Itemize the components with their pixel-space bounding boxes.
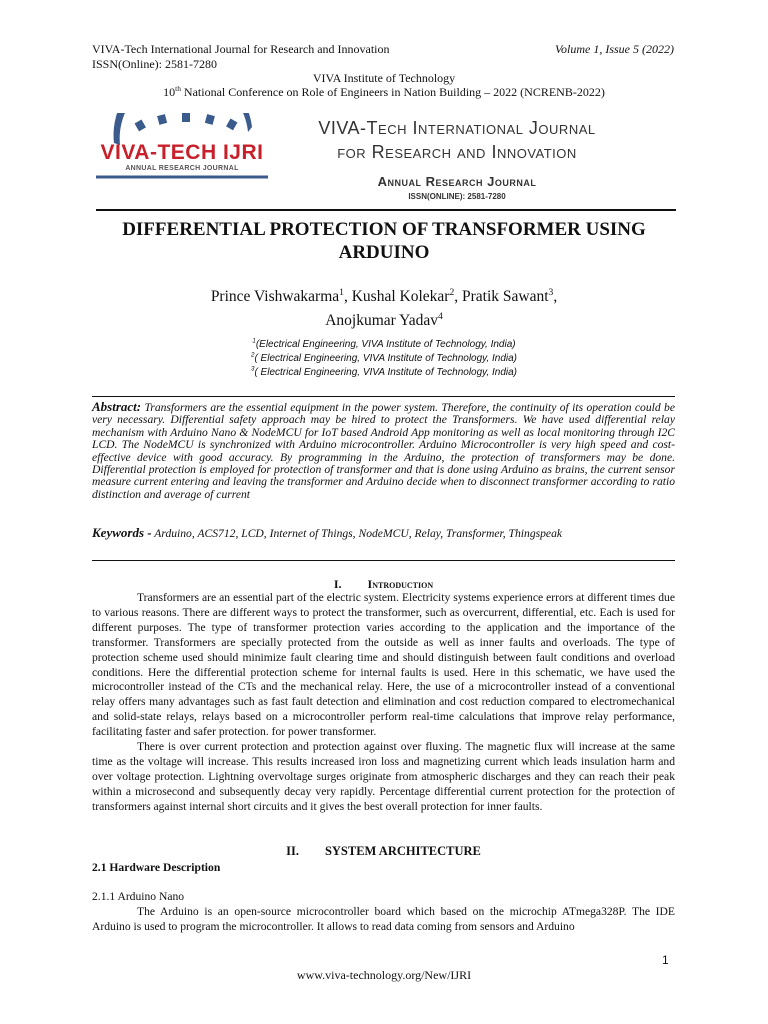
affiliation-sup: 2 [250, 351, 255, 359]
subsection-heading: 2.1 Hardware Description [92, 861, 221, 874]
conference-number: 10 [163, 85, 176, 99]
affiliation [60, 366, 708, 380]
keywords-label: Keywords - [92, 525, 152, 540]
paragraph: There is over current protection and protection against over fluxing. The magnetic flux will increase at the same time as the voltage will increase. This results increased iron loss and magnetizing current which leads insulation harm and over voltage protection. Lightning overvoltage surges originate from atmospheric discharges and they can reach their peak within a microsecond and subsequently decay very rapidly. Percentage differential current protection for the protection of transformers against internal short circuits and it gives the best overall protection for inner faults. [92, 740, 675, 813]
introduction-body [92, 591, 675, 815]
section-heading-architecture [92, 844, 675, 859]
journal-logo [92, 113, 272, 193]
affiliation-sup: 3 [250, 365, 255, 373]
author-list [60, 286, 708, 308]
affiliation [60, 352, 708, 366]
author-separator: , [343, 288, 352, 305]
section-title: SYSTEM ARCHITECTURE [324, 844, 481, 858]
issn-header: ISSN(Online): 2581-7280 [92, 57, 217, 71]
paper-title [60, 218, 708, 264]
author-last-line [60, 310, 708, 332]
logo-name: VIVA-TECH IJRI [100, 141, 264, 164]
author-name: Pratik Sawant [461, 288, 549, 305]
journal-title-line1: VIVA-Tech International Journal [318, 118, 596, 138]
logo-tagline: ANNUAL RESEARCH JOURNAL [125, 165, 239, 172]
abstract-label: Abstract: [92, 399, 142, 414]
footer-url[interactable]: www.viva-technology.org/New/IJRI [296, 968, 472, 982]
keywords [92, 526, 675, 541]
abstract-text: Transformers are the essential equipment in the power system. Therefore, the continuity of its operation could be very necessary. Differential safety approach may be hired to protect the Transformers. We have used differential relay mechanism with Arduino Nano & NodeMCU for IoT based Android App monitoring as well as local monitoring through I2C LCD. The NodeMCU is synchronized with Arduino microcontroller. Arduino Microcontroller is very high speed and cost-effective device with good accuracy. By programming in the Arduino, the protection of transformers may be done. Differential protection is employed for protection of transformer and that is done using Arduino as brains, the current sensor measure current entering and leaving the transformer and Arduino decide when to disconnect transformer according to ratio distinction and average of current [92, 401, 675, 501]
journal-issn: ISSN(ONLINE): 2581-7280 [408, 192, 506, 201]
conference-ordinal: th [175, 84, 181, 93]
author-separator: , [553, 288, 558, 305]
journal-subtitle: Annual Research Journal [377, 174, 537, 189]
author-sup: 4 [438, 310, 443, 322]
journal-name-header: VIVA-Tech International Journal for Research and Innovation [92, 42, 390, 56]
abstract-bottom-rule [92, 560, 675, 561]
journal-title-line2: for Research and Innovation [337, 142, 577, 162]
author-name: Prince Vishwakarma [210, 288, 340, 305]
affiliation-text: ( Electrical Engineering, VIVA Institute of Technology, India) [254, 367, 517, 378]
conference-name [0, 85, 768, 100]
paragraph: Transformers are an essential part of the electric system. Electricity systems experience errors at different times due to various reasons. There are different ways to protect the transformer, such as overcurrent, differential, etc. Each is used for different purposes. The type of transformer protection varies according to the application and the importance of the transformer. Transformers are specially protected from the outside as well as inner faults and overloads. The type of protection scheme used should minimize fault clearing time and should distinguish between fault conditions and overload conditions. Here the differential protection scheme for internal faults is used. Here in this schematic, we have used the microcontroller instead of the CTs and the mechanical relay. Here, the use of a microcontroller instead of a conventional relay offers many advantages such as fast fault detection and elimination and cost reduction compared to electromechanical and solid-state relays, relays based on a microcontroller perform real-time calculations that improve relay performance, facilitating faster and safer protection. for power transformer. [92, 591, 675, 739]
author-name: Anojkumar Yadav [325, 312, 438, 329]
section-number: II. [286, 844, 299, 858]
abstract [92, 401, 675, 501]
affiliation [60, 338, 708, 352]
author-sup: 3 [548, 286, 554, 298]
author-sup: 1 [339, 286, 344, 298]
affiliation-text: ( Electrical Engineering, VIVA Institute of Technology, India) [254, 353, 517, 364]
paper-title-line1: DIFFERENTIAL PROTECTION OF TRANSFORMER USING [122, 219, 646, 240]
institute-name: VIVA Institute of Technology [312, 71, 456, 85]
paragraph: The Arduino is an open-source microcontroller board which based on the microchip ATmega328P. The IDE Arduino is used to program the microcontroller. It allows to read data coming from sensors and Arduino [92, 905, 675, 933]
author-sup: 2 [449, 286, 455, 298]
affiliation-sup: 1 [252, 337, 256, 345]
architecture-body [92, 905, 675, 935]
conference-text: National Conference on Role of Engineers in Nation Building – 2022 (NCRENB-2022) [180, 85, 605, 99]
affiliation-text: (Electrical Engineering, VIVA Institute of Technology, India) [255, 339, 516, 350]
author-name: Kushal Kolekar [351, 288, 450, 305]
page-number: 1 [662, 953, 669, 967]
paper-title-line2: ARDUINO [338, 242, 430, 263]
keywords-text: Arduino, ACS712, LCD, Internet of Things, NodeMCU, Relay, Transformer, Thingspeak [151, 527, 563, 540]
volume-issue: Volume 1, Issue 5 (2022) [555, 42, 674, 56]
section-heading-introduction [92, 577, 675, 592]
section-number: I. [333, 577, 342, 591]
author-separator: , [454, 288, 462, 305]
subsubsection-heading: 2.1.1 Arduino Nano [92, 890, 185, 903]
abstract-top-rule [92, 396, 675, 397]
title-rule [96, 209, 676, 211]
section-title: Introduction [367, 577, 434, 591]
